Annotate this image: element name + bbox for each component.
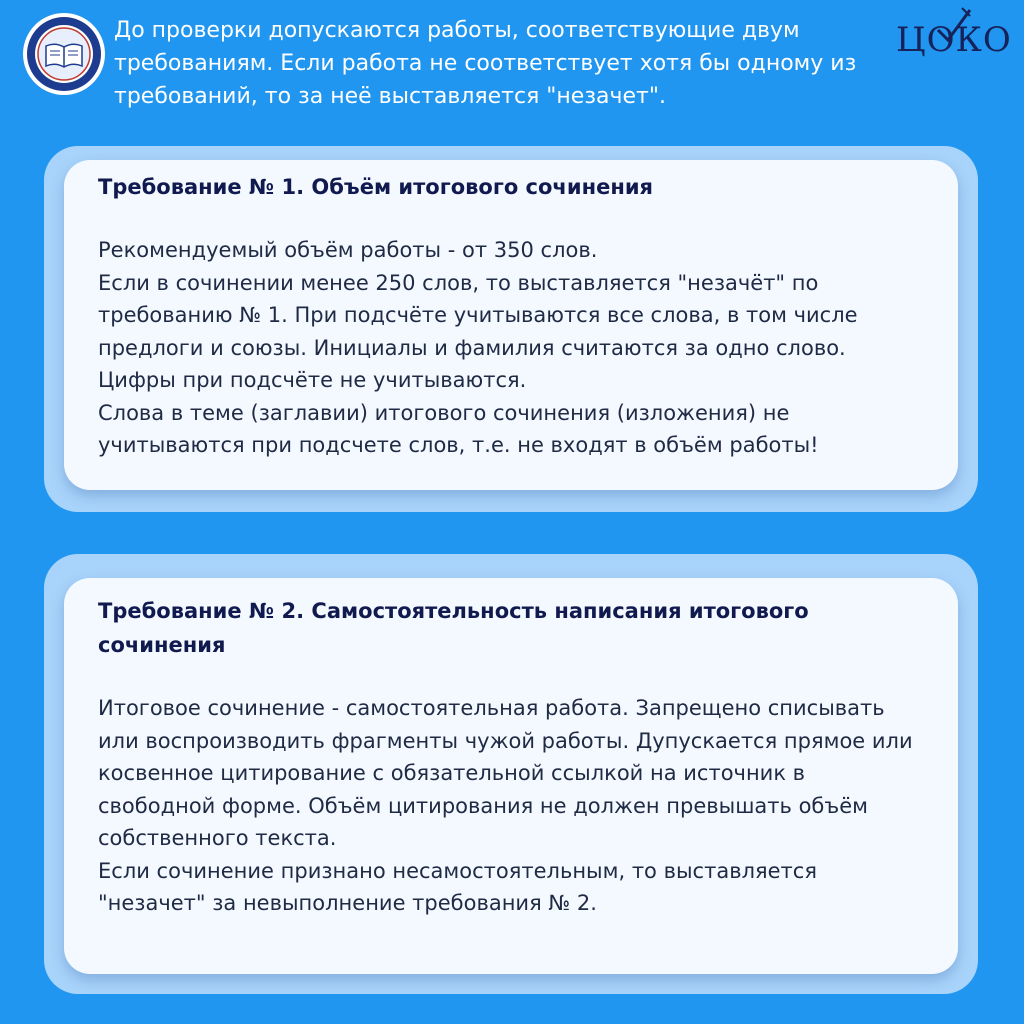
header <box>0 0 1024 130</box>
requirement-2-body: Итоговое сочинение - самостоятельная работа. Запрещено списывать или воспроизводить фрагменты чужой работы. Дупускается прямое или косвенное цитирование с обязательной ссылкой на источник в свободной форме. Объём цитирования не должен превышать объём собственного текста. Если сочинение признано несамостоятельным, то выставляется "незачет" за невыполнение требования № 2. <box>98 696 913 915</box>
logo-text: ЦОКО <box>896 20 1012 60</box>
checkmark-pen-icon <box>932 6 976 46</box>
requirement-1-panel <box>64 160 958 490</box>
requirement-1-title: Требование № 1. Объём итогового сочинения <box>98 175 654 199</box>
emblem-book-icon <box>22 12 106 96</box>
logo <box>896 6 1020 68</box>
requirement-2-card <box>44 554 978 994</box>
intro-text: До проверки допускаются работы, соответствующие двум требованиям. Если работа не соответствует хотя бы одному из требований, то за неё выставляется "незачет". <box>114 18 857 109</box>
requirement-1-card <box>44 146 978 512</box>
requirement-1-body: Рекомендуемый объём работы - от 350 слов. Если в сочинении менее 250 слов, то выставляется "незачёт" по требованию № 1. При подсчёте учитываются все слова, в том числе предлоги и союзы. Инициалы и фамилия считаются за одно слово. Цифры при подсчёте не учитываются. Слова в теме (заглавии) итогового сочинения (изложения) не учитываются при подсчете слов, т.е. не входят в объём работы! <box>98 238 858 457</box>
requirement-2-title: Требование № 2. Самостоятельность написания итогового сочинения <box>98 599 809 657</box>
requirement-2-panel <box>64 578 958 974</box>
